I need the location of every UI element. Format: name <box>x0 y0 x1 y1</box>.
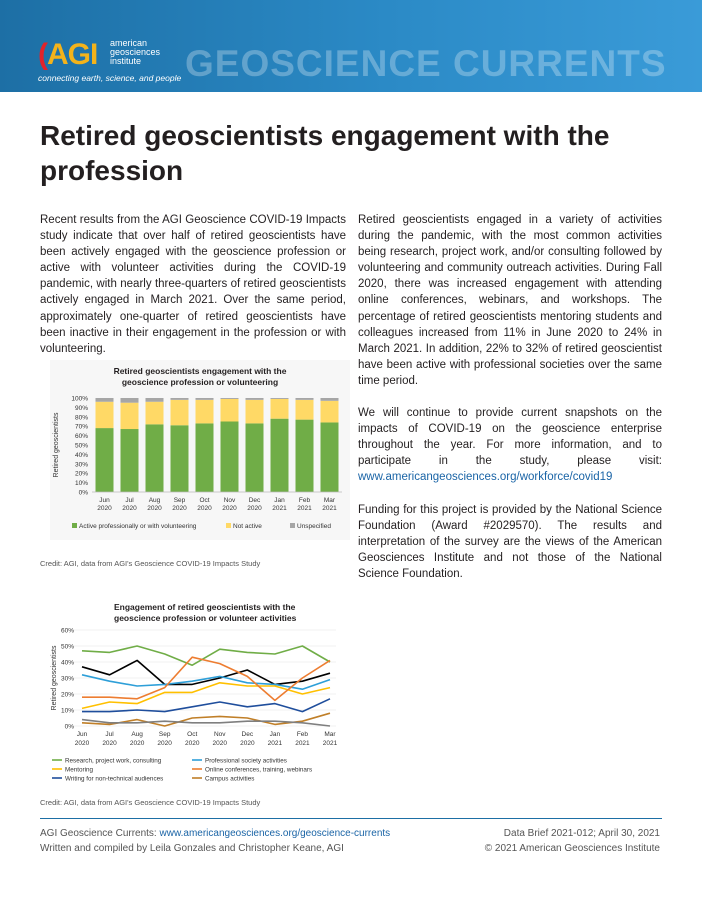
legend-label: Professional society activities <box>205 757 287 765</box>
activities-line-chart <box>50 600 350 796</box>
x-tick-month: Mar <box>324 731 336 738</box>
x-tick-year: 2020 <box>172 505 187 512</box>
header-banner <box>0 0 702 92</box>
x-tick-year: 2020 <box>197 505 212 512</box>
x-tick-year: 2020 <box>184 740 200 747</box>
bar-segment <box>121 398 139 403</box>
legend-label: Research, project work, consulting <box>65 757 162 765</box>
y-tick-label: 0% <box>78 489 88 497</box>
x-tick-month: Sep <box>158 731 171 738</box>
x-tick-year: 2020 <box>212 740 228 747</box>
y-tick-label: 100% <box>71 395 88 403</box>
x-tick-month: Sep <box>173 497 186 504</box>
x-tick-year: 2020 <box>97 505 112 512</box>
bar-segment <box>221 399 239 422</box>
legend-label: Campus activities <box>205 775 255 783</box>
x-tick-month: Jun <box>76 731 88 738</box>
y-tick-label: 50% <box>60 643 74 651</box>
x-tick-month: Oct <box>187 731 198 738</box>
x-tick-year: 2021 <box>322 740 338 747</box>
bar-segment <box>271 399 289 419</box>
y-tick-label: 20% <box>60 691 74 699</box>
intro-paragraph: Recent results from the AGI Geoscience COVID-19 Impacts study indicate that over half of retired geoscientists have been actively engaged with the geoscience profession or active with volunteer activities during the COVID-19 pandemic, with nearly three-quarters of retired geoscientists actively engaged in March 2021. Over the same period, approximately one-quarter of retired geoscientists have been inactive in their engagement in the profession or with volunteering. <box>40 214 346 355</box>
x-tick-month: Jan <box>274 497 285 504</box>
x-tick-month: Jan <box>269 731 281 738</box>
bar-segment <box>321 422 339 492</box>
x-tick-month: Dec <box>241 731 254 738</box>
right-column <box>358 212 662 598</box>
chart-title-line: geoscience profession or volunteering <box>121 377 279 387</box>
legend-label: Online conferences, training, webinars <box>205 766 313 774</box>
x-tick-year: 2020 <box>240 740 255 747</box>
bar-segment <box>321 398 339 401</box>
banner-title: GEOSCIENCE CURRENTS <box>185 43 667 84</box>
y-tick-label: 40% <box>60 659 74 667</box>
y-axis-label: Retired geoscientists <box>51 645 58 711</box>
chart-title-line: Engagement of retired geoscientists with the <box>114 602 296 612</box>
x-tick-year: 2021 <box>295 740 310 747</box>
bar-segment <box>246 423 264 492</box>
x-tick-year: 2021 <box>267 740 283 747</box>
agi-logo[interactable] <box>38 38 188 88</box>
bar-segment <box>196 398 214 400</box>
legend-label: Unspecified <box>297 523 331 530</box>
y-tick-label: 10% <box>74 480 88 488</box>
legend-swatch <box>290 523 295 528</box>
y-tick-label: 90% <box>74 404 88 412</box>
chart1-credit: Credit: AGI, data from AGI's Geoscience COVID-19 Impacts Study <box>40 559 261 568</box>
bar-segment <box>246 398 264 400</box>
x-tick-month: Nov <box>213 731 226 738</box>
footer-series: AGI Geoscience Currents: www.americangeosciences.org/geoscience-currents <box>40 828 391 839</box>
x-tick-year: 2020 <box>74 740 90 747</box>
chart2-credit: Credit: AGI, data from AGI's Geoscience COVID-19 Impacts Study <box>40 798 261 807</box>
x-tick-month: Nov <box>223 497 236 504</box>
x-tick-month: Mar <box>323 497 336 504</box>
legend-swatch <box>226 523 231 528</box>
x-tick-month: Jul <box>105 731 114 738</box>
y-tick-label: 30% <box>74 461 88 469</box>
bar-segment <box>96 428 114 492</box>
covid19-study-link[interactable]: www.americangeosciences.org/workforce/covid19 <box>358 471 613 484</box>
bar-segment <box>196 400 214 424</box>
page-title: Retired geoscientists engagement with the profession <box>40 120 610 186</box>
chart-title-line: geoscience profession or volunteer activities <box>114 613 297 623</box>
logo-c-mark: ( <box>38 38 47 71</box>
bar-segment <box>296 400 314 420</box>
x-tick-month: Aug <box>131 731 143 738</box>
bar-segment <box>171 425 189 492</box>
bar-segment <box>171 400 189 425</box>
y-tick-label: 0% <box>64 723 74 731</box>
x-tick-year: 2021 <box>297 505 312 512</box>
x-tick-year: 2021 <box>272 505 287 512</box>
x-tick-month: Oct <box>199 497 210 504</box>
legend-label: Active professionally or with volunteering <box>79 523 197 530</box>
chart-title-line: Retired geoscientists engagement with the <box>113 366 287 376</box>
x-tick-year: 2020 <box>222 505 237 512</box>
activities-paragraph: Retired geoscientists engaged in a variety of activities during the pandemic, with the most common activities being research, project work, and/or consulting followed by volunteering and community outreach activities. During Fall 2020, there was increased engagement with attending online conferences, webinars, and workshops. The percentage of retired geoscientists mentoring students and colleagues increased from 11% in June 2020 to 24% in March 2021. In addition, 22% to 32% of retired geoscientist have been active with professional societies over the same time period. <box>358 214 662 387</box>
y-tick-label: 80% <box>74 414 88 422</box>
funding-paragraph: Funding for this project is provided by the National Science Foundation (Award #2029570). The results and interpretation of the survey are the views of the American Geosciences Institute and not those of the National Science Foundation. <box>358 503 662 580</box>
y-tick-label: 50% <box>74 442 88 450</box>
x-tick-month: Aug <box>148 497 161 504</box>
x-tick-month: Dec <box>248 497 261 504</box>
bar-segment <box>221 398 239 399</box>
y-tick-label: 20% <box>74 470 88 478</box>
engagement-bar-chart <box>50 360 350 540</box>
legend-label: Writing for non-technical audiences <box>65 775 164 783</box>
snapshot-paragraph: We will continue to provide current snapshots on the impacts of COVID-19 on the geoscience enterprise throughout the year. For more information, and to participate in the study, please visit: www.americangeosciences.org/workforce/covid19 <box>358 407 662 484</box>
logo-org-name: american geosciences institute <box>110 38 161 66</box>
y-tick-label: 10% <box>60 707 74 715</box>
x-tick-year: 2020 <box>102 740 117 747</box>
x-tick-year: 2020 <box>129 740 145 747</box>
legend-swatch <box>72 523 77 528</box>
legend-label: Mentoring <box>65 766 94 774</box>
y-tick-label: 30% <box>60 675 74 683</box>
bar-segment <box>196 423 214 492</box>
x-tick-year: 2020 <box>122 505 137 512</box>
bar-segment <box>121 403 139 429</box>
x-tick-year: 2020 <box>147 505 162 512</box>
y-tick-label: 60% <box>74 433 88 441</box>
logo-tagline: connecting earth, science, and people <box>38 73 182 83</box>
legend-label: Not active <box>233 523 262 530</box>
x-tick-month: Jul <box>125 497 134 504</box>
bar-segment <box>271 398 289 399</box>
bar-segment <box>146 402 164 425</box>
bar-segment <box>221 422 239 493</box>
y-axis-label: Retired geoscientists <box>53 412 60 478</box>
y-tick-label: 70% <box>74 423 88 431</box>
x-tick-year: 2020 <box>247 505 262 512</box>
geoscience-currents-link[interactable]: www.americangeosciences.org/geoscience-currents <box>159 828 391 839</box>
bar-segment <box>296 398 314 400</box>
x-tick-year: 2021 <box>322 505 337 512</box>
bar-segment <box>121 429 139 492</box>
bar-segment <box>96 398 114 402</box>
x-tick-month: Feb <box>296 731 309 738</box>
logo-wordmark: (AGI <box>38 38 98 71</box>
bar-segment <box>146 398 164 402</box>
bar-segment <box>296 420 314 492</box>
footer-authors: Written and compiled by Leila Gonzales and Christopher Keane, AGI <box>40 843 344 854</box>
footer-copyright: © 2021 American Geosciences Institute <box>484 843 660 854</box>
footer-divider <box>40 818 662 819</box>
bar-segment <box>271 419 289 492</box>
y-tick-label: 40% <box>74 451 88 459</box>
bar-segment <box>171 398 189 400</box>
bar-segment <box>96 402 114 428</box>
x-tick-month: Jun <box>99 497 110 504</box>
x-tick-year: 2020 <box>157 740 172 747</box>
footer-brief: Data Brief 2021-012; April 30, 2021 <box>503 828 660 839</box>
bar-segment <box>146 424 164 492</box>
x-tick-month: Feb <box>298 497 311 504</box>
bar-segment <box>321 401 339 423</box>
bar-segment <box>246 400 264 424</box>
left-column <box>40 212 346 373</box>
y-tick-label: 60% <box>60 627 74 635</box>
